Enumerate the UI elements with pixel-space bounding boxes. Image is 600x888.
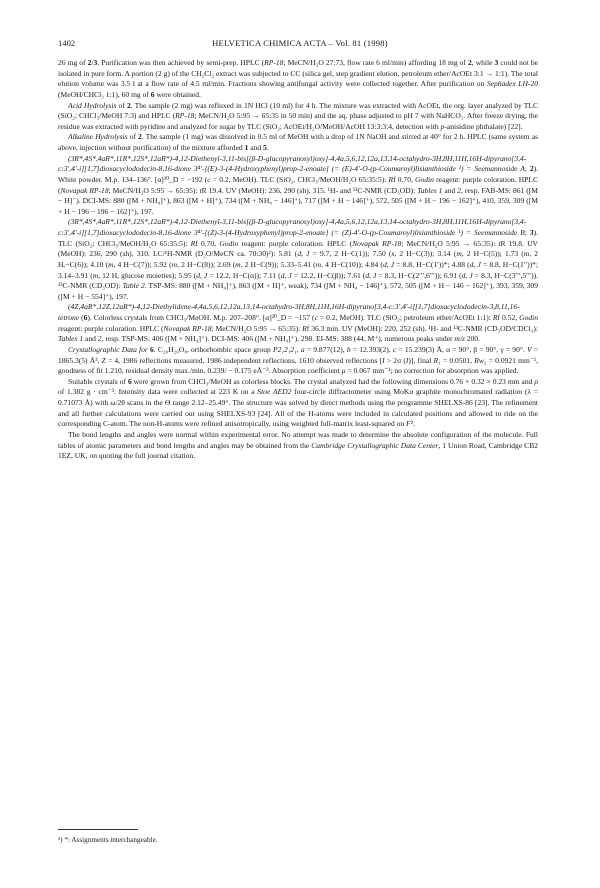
italic-text: J bbox=[390, 259, 395, 269]
paragraph bbox=[58, 217, 538, 302]
italic-text: m bbox=[523, 249, 530, 259]
italic-text: P2₁2₁2₁ bbox=[272, 344, 297, 354]
paragraph bbox=[58, 430, 538, 462]
text-run: . bbox=[266, 143, 269, 152]
compound-number: 6 bbox=[150, 344, 154, 354]
italic-text: (4Z,4aR*,12Z,12aR*)-4,12-Diethylidene-4,4a,5,6,12,12a,13,14-octahydro-3H,8H,11H,16H-dipyrano[3,4-c:3′,4′-i][1,7]dioxacyclododecin-3,8,11,16-tetrone bbox=[58, 302, 520, 322]
italic-text: F bbox=[406, 419, 411, 429]
text-run: of 1.382 g · cm⁻³. Intensity data were collected at 223 K on a bbox=[58, 387, 258, 397]
italic-text: b bbox=[346, 344, 351, 354]
text-run: ; MeCN/H₂O 5:95 → 65:35): bbox=[211, 323, 303, 333]
text-run: reagent: purple coloration. HPLC ( bbox=[58, 323, 164, 333]
text-run: = 9.877(12), bbox=[304, 344, 347, 354]
compound-number: 6 bbox=[127, 376, 132, 386]
text-run: f 0.52, bbox=[497, 313, 520, 322]
text-run: = 8.3, H−C(3′′′,5′′′)). ¹³C-NMR (CD₃OD): bbox=[58, 270, 538, 291]
italic-text: p bbox=[440, 121, 445, 131]
text-run: , bbox=[284, 270, 289, 280]
italic-text: R bbox=[433, 355, 439, 365]
italic-text: c bbox=[314, 313, 318, 322]
italic-text: Crystallographic Data for bbox=[68, 344, 148, 354]
italic-text: Table 2 bbox=[122, 281, 145, 291]
text-run: ₂ = 0.0921 mm⁻¹, goodness of fit 1.210, residual density max./min. 0.239/ − 0.175 eÅ⁻³. Absorption coefficient bbox=[58, 355, 538, 376]
italic-text: V bbox=[526, 344, 532, 354]
text-run: = 9.7, 2 H−C(1)); 7.50 ( bbox=[309, 249, 392, 259]
text-run: ; MeCN/H₂O 27:73, flow rate 6 ml/min) affording 18 mg of bbox=[283, 58, 468, 67]
italic-text: d bbox=[382, 259, 387, 269]
footnote bbox=[58, 836, 538, 845]
text-run: = 8.8, H−C(1′))*; 4.88 ( bbox=[394, 259, 470, 269]
text-run: f 0.70, bbox=[393, 174, 416, 184]
italic-text: c bbox=[207, 174, 211, 184]
text-run: )], final bbox=[408, 355, 434, 365]
italic-text: Z bbox=[101, 355, 106, 365]
text-run: , bbox=[473, 259, 478, 269]
italic-text: d bbox=[365, 270, 370, 280]
italic-text: R bbox=[388, 174, 394, 184]
compound-number: 2 bbox=[126, 100, 131, 110]
text-run: ₁ = 0.0501, bbox=[438, 355, 475, 365]
italic-text: R bbox=[492, 313, 498, 322]
paragraph bbox=[58, 58, 538, 101]
text-run: = 8.8, H−C(1′′))*; 3.14–3.91 ( bbox=[58, 259, 539, 280]
italic-text: J bbox=[288, 270, 292, 280]
text-run: of bbox=[116, 100, 127, 110]
text-run: were grown from CHCl₃/MeOH as colorless blocks. The crystal analyzed had the following dimensions 0.76 × 0.32 × 0.23 mm and bbox=[131, 376, 535, 386]
text-run: and bbox=[442, 185, 458, 195]
italic-text: Tables 1 bbox=[417, 185, 443, 195]
text-run: = 15.239(3) Å, α = 90°, β = 90°, γ = 90°. bbox=[396, 344, 527, 354]
italic-text: d bbox=[461, 270, 466, 280]
italic-text: t bbox=[199, 185, 202, 195]
italic-text: 2 bbox=[457, 185, 462, 195]
italic-text: ρ bbox=[534, 376, 539, 386]
text-run: ; MeCN/H₂O 5:95 → 65:35): bbox=[108, 185, 200, 195]
text-run: = 0.2, MeOH). TLC (SiO₂; petroleum ether/AcOEt 1:1): bbox=[317, 313, 493, 322]
text-run: ( bbox=[79, 313, 84, 322]
italic-text: R bbox=[302, 323, 307, 333]
italic-text: μ bbox=[341, 366, 346, 376]
text-run: The bond lengths and angles were normal within experimental error. No attempt was made to determine the absolute configuration of the molecule. Full tables of atomic parameters and bond lengths and angles may be obtained from the bbox=[58, 429, 538, 450]
text-run: . The sample (2 mg) was refluxed in 1N HCl (10 ml) for 4 h. The mixture was extracted with AcOEt, the org. layer analyzed by TLC (SiO₂; CHCl₃/MeOH 7:3) and HPLC ( bbox=[58, 100, 539, 121]
text-run: -anisidine phthalate) [22]. bbox=[444, 121, 523, 131]
text-run: four-circle diffractometer using MoKα graphite monochromated radiation (λ = 0.71073 Å) with ω/2θ scans in the Θ range 2.12–25.49°. The structure was solved by direct methods using the programme SHELXS-86 [23]. The refinement and all further calculations were carried out using SHELXS-93 [24]. All of the H-atoms were included in calculated positions and allowed to ride on the corresponding C-atom. The non-H-atoms were refined anisotropically, using weighted full-matrix least-squared on bbox=[58, 387, 538, 429]
italic-text: Acid Hydrolysis bbox=[68, 100, 117, 110]
text-run: , bbox=[296, 344, 301, 354]
text-run: , resp. FAB-MS: 861 ([M − H]⁻). DCI-MS: 880 ([M + NH₄]⁺), 863 ([M + H]⁺), 734 ([M + NH₄ − 146]⁺), 717 ([M + H − 146]⁺), 572, 505 ([M + H − 196 − 162]⁺), 410, 359, 309 ([M + H − 196 − 196 − 162]⁺), 197. bbox=[58, 185, 538, 216]
italic-text: (3R*,4S*,4aR*,11R*,12S*,12aR*)-4,12-Diethenyl-3,11-bis[(β-D-glucopyranosyl)oxy]-4,4a,5,6,12,12a,13,14-octahydro-3H,8H,11H,16H-dipyrano[3,4-c:3′,4′-i][1,7]dioxacyclododecin-8,16-dione 3⁴′-[(Z)-3-(4-Hydroxyphenyl)prop-2-enoate] (= (Z)-4′-O-(p-Coumaroyl)lisianthioside ¹) = Seemannoside B bbox=[58, 217, 527, 237]
compound-number: 1 bbox=[244, 143, 249, 152]
italic-text: RP-18 bbox=[264, 58, 284, 67]
italic-text: d bbox=[196, 270, 201, 280]
text-run: . C₂₀H₂₀O₈, orthorhombic space group bbox=[153, 344, 273, 354]
italic-text: (3R*,4S*,4aR*,11R*,12S*,12aR*)-4,12-Diethenyl-3,11-bis[(β-D-glucopyranosyl)oxy]-4,4a,5,6,12,12a,13,14-octahydro-3H,8H,11H,16H-dipyrano[3,4-c:3′,4′-i][1,7]dioxacyclododecin-8,16-dione 3⁴′-[(E)-3-(4-Hydroxyphenyl)prop-2-enoate] (= (E)-4′-O-(p-Coumaroyl)lisianthioside ¹) = Seemannoside A bbox=[58, 153, 527, 174]
text-run: , 2 H−C(5)); 1.73 ( bbox=[461, 249, 524, 259]
italic-text: I bbox=[405, 355, 409, 365]
text-run: = 0.2, MeOH). TLC (SiO₂, CHCl₃/MeOH/H₂O 65:35:5): bbox=[210, 174, 389, 184]
italic-text: m bbox=[235, 259, 241, 269]
text-run: of bbox=[127, 132, 139, 142]
italic-text: m bbox=[315, 259, 322, 269]
italic-text: J bbox=[373, 270, 377, 280]
italic-text: I bbox=[382, 355, 385, 365]
italic-text: d bbox=[297, 249, 302, 259]
text-run: , resp. TSP-MS: 406 ([M + NH₄]⁺). DCI-MS: 406 ([M + NH₄]⁺), 298. EI-MS: 388 (44, M⁺), numerous peaks under bbox=[101, 334, 455, 344]
text-run: 200. bbox=[464, 334, 480, 344]
paragraph bbox=[58, 302, 538, 345]
text-run: ; MeCN/H₂O 5:95 → 65:35): bbox=[401, 238, 499, 248]
compound-number: 3 bbox=[93, 58, 98, 67]
italic-text: Cambridge Crystallographic Data Center bbox=[311, 440, 439, 450]
text-run: R 19.8. UV (MeOH): 236, 290 (sh), 310. LC/¹H-NMR (D₂O/MeCN ca. 70:30)²): 5.81 ( bbox=[58, 238, 538, 259]
text-run: and bbox=[248, 143, 264, 152]
italic-text: Rw bbox=[474, 355, 484, 365]
footnote-rule bbox=[58, 829, 138, 830]
italic-text: s bbox=[391, 249, 395, 259]
article-body bbox=[58, 58, 538, 462]
text-run: , bbox=[386, 259, 391, 269]
journal-title: HELVETICA CHIMICA ACTA – Vol. 81 (1998) bbox=[212, 38, 388, 48]
text-run: = 1865.3(5) Å³, bbox=[58, 344, 538, 365]
italic-text: Novapak RP-18 bbox=[163, 323, 212, 333]
italic-text: Godin bbox=[219, 238, 239, 248]
text-run: ; bbox=[524, 228, 530, 237]
text-run: , 12 H, glucose moieties); 5.95 ( bbox=[98, 270, 197, 280]
text-run: Suitable crystals of bbox=[68, 376, 128, 386]
text-run: , 2 H−C(8)); 2.69 ( bbox=[177, 259, 236, 269]
text-run: , bbox=[465, 270, 470, 280]
italic-text: Novapak RP-18 bbox=[352, 238, 402, 248]
italic-text: 2 bbox=[97, 334, 102, 344]
text-run: , while bbox=[471, 58, 495, 67]
compound-number: 2 bbox=[529, 164, 534, 174]
text-run: f 0.70, bbox=[195, 238, 220, 248]
text-run: = 12.2, H−C(β)); 7.61 ( bbox=[291, 270, 366, 280]
italic-text: J bbox=[203, 270, 208, 280]
italic-text: Novapak RP-18 bbox=[60, 185, 109, 195]
italic-text: Godin bbox=[519, 313, 538, 322]
text-run: , 2 H−C(3)); 3.14 ( bbox=[394, 249, 457, 259]
text-run: = 12.2, H−C(α)); 7.11 ( bbox=[207, 270, 281, 280]
italic-text: R bbox=[190, 238, 196, 248]
compound-number: 6 bbox=[150, 89, 155, 99]
compound-number: 3 bbox=[494, 58, 499, 67]
compound-number: 5 bbox=[263, 143, 267, 152]
italic-text: m/z bbox=[454, 334, 465, 344]
text-run: , 1 Union Road, Cambridge CB2 1EZ, UK, on quoting the full journal citation. bbox=[58, 440, 539, 461]
text-run: . Purification was then achieved by semi-prep. HPLC ( bbox=[97, 58, 265, 67]
italic-text: J bbox=[469, 270, 473, 280]
text-run: , bbox=[301, 249, 307, 259]
paragraph bbox=[58, 132, 538, 153]
text-run: = 0.067 mm⁻¹; no correction for absorption was applied. bbox=[345, 366, 519, 376]
text-run: ). TLC (SiO₂; CHCl₃/MeOH/H₂O 65:35:5): bbox=[58, 228, 539, 248]
paragraph bbox=[58, 345, 538, 377]
italic-text: RP-18 bbox=[175, 111, 195, 121]
text-run: f 36.3 min. UV (MeOH): 220, 252 (sh). ¹H- and ¹³C-NMR (CD₃OD/CDCl₃): bbox=[306, 323, 539, 333]
italic-text: Alkaline Hydrolysis bbox=[68, 132, 128, 142]
compound-number: 2 bbox=[138, 132, 142, 142]
text-run: , bbox=[200, 270, 204, 280]
text-run: , 2 Hₑ−C(6)); 4.10 ( bbox=[58, 249, 539, 269]
paragraph bbox=[58, 101, 538, 133]
italic-text: m bbox=[456, 249, 462, 259]
text-run: (MeOH/CHCl₃ 1:1), 60 mg of bbox=[58, 89, 151, 99]
text-run: reagent: purple coloration. HPLC ( bbox=[58, 174, 538, 195]
footnote-mark: ²) bbox=[58, 836, 63, 844]
text-run: could not be isolated in pure form. A portion (2 g) of the CH₂Cl₂ extract was subjected to CC (silica gel, step gradient elution, petroleum ether/AcOEt 3:1 → 1:1). The total elution volume was 3.5 l at a flow rate of 4.5 ml/min. Fractions showing antifungal activity were collected together. After purification on bbox=[58, 58, 538, 89]
text-run: ). White powder. M.p. 134–136°. [α]²⁰_D = −192 ( bbox=[58, 164, 539, 184]
italic-text: Tables 1 bbox=[58, 334, 84, 344]
text-run: , bbox=[369, 270, 374, 280]
text-run: > 2σ ( bbox=[384, 355, 406, 365]
italic-text: m bbox=[108, 259, 114, 269]
footnote-text: *: Assignments interchangeable. bbox=[62, 836, 158, 844]
text-run: , 2 H−C(9)); 5.33–5.41 ( bbox=[240, 259, 316, 269]
page-number: 1402 bbox=[58, 38, 76, 48]
text-run: = 12.393(2), bbox=[350, 344, 393, 354]
paragraph bbox=[58, 154, 538, 218]
paragraph bbox=[58, 377, 538, 430]
text-run: were obtained. bbox=[154, 89, 201, 99]
italic-text: d bbox=[280, 270, 285, 280]
text-run: ; MeCN/H₂O 5:95 → 65:35 in 50 min) and the aq. phase adjusted to pH 7 with NaHCO₃. After freeze drying, the residue was extracted with pyridine and analyzed for sugar by TLC (SiO₂; AcOEt/H₂O/MeOH/AcOH 13:3:3:4, detection with bbox=[58, 111, 538, 131]
text-run: . The sample (1 mg) was dissolved in 0.5 ml of MeOH with a drop of 1N NaOH and stirred at 40° for 2 h. HPLC (same system as above, injection without purification) of the mixture afforded bbox=[58, 132, 538, 152]
italic-text: m bbox=[171, 259, 178, 269]
italic-text: m bbox=[92, 270, 99, 280]
italic-text: Stoe AED2 bbox=[257, 387, 292, 397]
italic-text: c bbox=[392, 344, 397, 354]
text-run: ; bbox=[524, 164, 530, 174]
italic-text: Sephadex LH-20 bbox=[486, 79, 538, 89]
italic-text: d bbox=[469, 259, 474, 269]
text-run: R 19.4. UV (MeOH): 236, 290 (sh), 315. ¹H- and ¹³C-NMR (CD₃OD): bbox=[201, 185, 418, 195]
text-run: ). Colorless crystals from CHCl₃/MeOH. M.p. 207–208°. [α]²⁰_D = −157 ( bbox=[87, 313, 315, 322]
text-run: , 4 H−C(7)); 5.92 ( bbox=[113, 259, 172, 269]
text-run: , 4 H−C(10)); 4.84 ( bbox=[321, 259, 383, 269]
text-run: . TSP-MS: 880 ([M + NH₄]⁺), 863 ([M + H]⁺, weak), 734 ([M + NH₄ − 146]⁺), 572, 505 ([M + H − 146 − 162]⁺), 393, 359, 309 ([M + H − 554]⁺), 197. bbox=[58, 281, 538, 301]
italic-text: J bbox=[477, 259, 481, 269]
running-header bbox=[58, 38, 542, 50]
italic-text: J bbox=[306, 249, 310, 259]
text-run: 26 mg of bbox=[58, 58, 88, 67]
text-run: ². bbox=[410, 419, 415, 429]
italic-text: t bbox=[498, 238, 501, 248]
compound-number: 6 bbox=[83, 313, 88, 322]
text-run: and bbox=[83, 334, 98, 344]
compound-number: 2 bbox=[87, 58, 92, 67]
italic-text: a bbox=[300, 344, 305, 354]
text-run: / bbox=[91, 58, 94, 67]
compound-number: 3 bbox=[529, 228, 534, 237]
text-run: = 8.3, H−C(2′′′,6′′′)); 6.91 ( bbox=[376, 270, 462, 280]
compound-number: 2 bbox=[467, 58, 472, 67]
text-run: = 4, 1986 reflections measured, 1986 independent reflections, 1610 observed reflections [ bbox=[105, 355, 383, 365]
italic-text: Godin bbox=[415, 174, 434, 184]
text-run: reagent: purple coloration. HPLC ( bbox=[238, 238, 353, 248]
